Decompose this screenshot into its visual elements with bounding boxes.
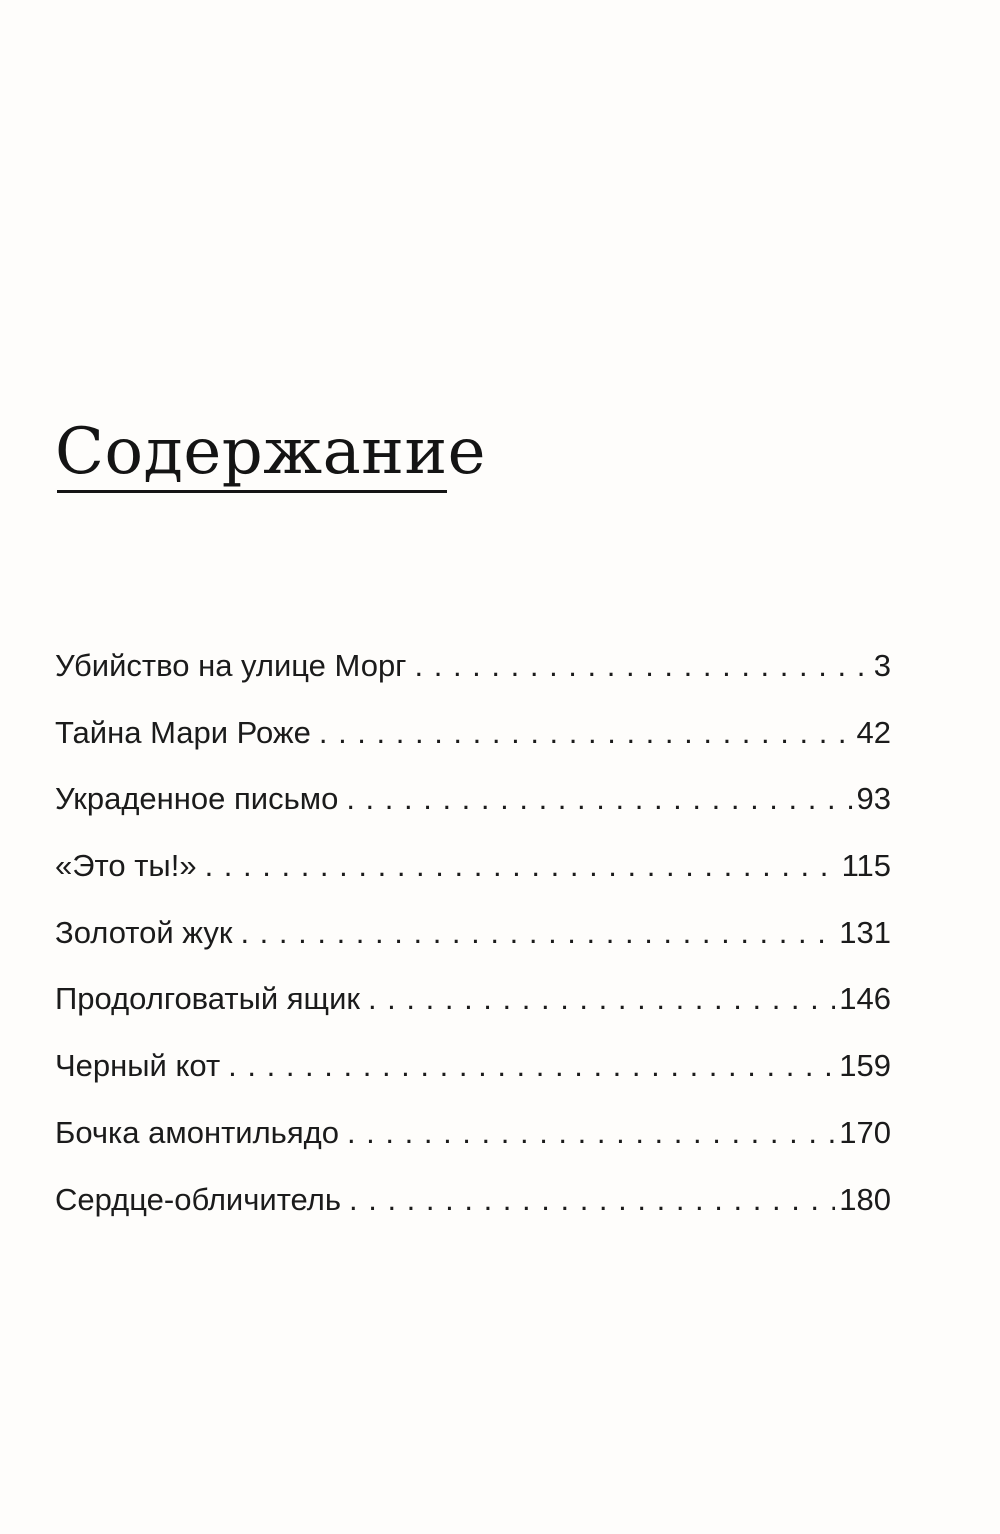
toc-entry-title: Сердце-обличитель: [55, 1181, 341, 1217]
toc-entry-page: 42: [856, 714, 891, 750]
toc-entry[interactable]: [55, 711, 891, 778]
toc-entry-page: 159: [839, 1048, 891, 1084]
toc-dot-leader: [368, 977, 835, 1021]
toc-dot-leader: [415, 644, 870, 688]
toc-entry-title: Убийство на улице Морг: [55, 648, 407, 683]
toc-dot-leader: [205, 844, 838, 888]
toc-entry[interactable]: [55, 977, 891, 1044]
toc-entry[interactable]: [55, 1044, 891, 1111]
toc-entry-title: Тайна Мари Роже: [55, 714, 311, 750]
toc-dot-leader: [347, 1111, 835, 1155]
toc-entry-page: 115: [841, 848, 891, 884]
toc-entry[interactable]: [55, 844, 891, 911]
toc-entry-page: 180: [839, 1181, 891, 1217]
toc-dot-leader: [240, 911, 835, 955]
page-title: Содержание: [55, 415, 486, 489]
toc-entry[interactable]: [55, 644, 891, 711]
toc-entry[interactable]: [55, 1178, 891, 1245]
toc-entry-page: 146: [839, 981, 891, 1017]
toc-entry-page: 131: [839, 914, 891, 950]
toc-dot-leader: [228, 1044, 835, 1088]
toc-dot-leader: [319, 711, 853, 755]
table-of-contents: [55, 644, 891, 1244]
toc-entry-title: Черный кот: [55, 1048, 221, 1084]
toc-entry[interactable]: [55, 777, 891, 844]
toc-dot-leader: [346, 777, 852, 821]
toc-entry-title: Продолговатый ящик: [55, 981, 360, 1017]
toc-entry-page: 3: [873, 648, 891, 683]
toc-entry-page: 93: [856, 781, 891, 817]
toc-entry[interactable]: [55, 911, 891, 978]
toc-entry-page: 170: [839, 1114, 891, 1150]
toc-entry-title: Бочка амонтильядо: [55, 1114, 339, 1150]
toc-dot-leader: [349, 1178, 835, 1222]
toc-entry-title: Золотой жук: [55, 914, 233, 950]
title-underline: [57, 490, 447, 493]
toc-entry-title: «Это ты!»: [55, 848, 197, 884]
toc-entry[interactable]: [55, 1111, 891, 1178]
toc-entry-title: Украденное письмо: [55, 781, 339, 817]
